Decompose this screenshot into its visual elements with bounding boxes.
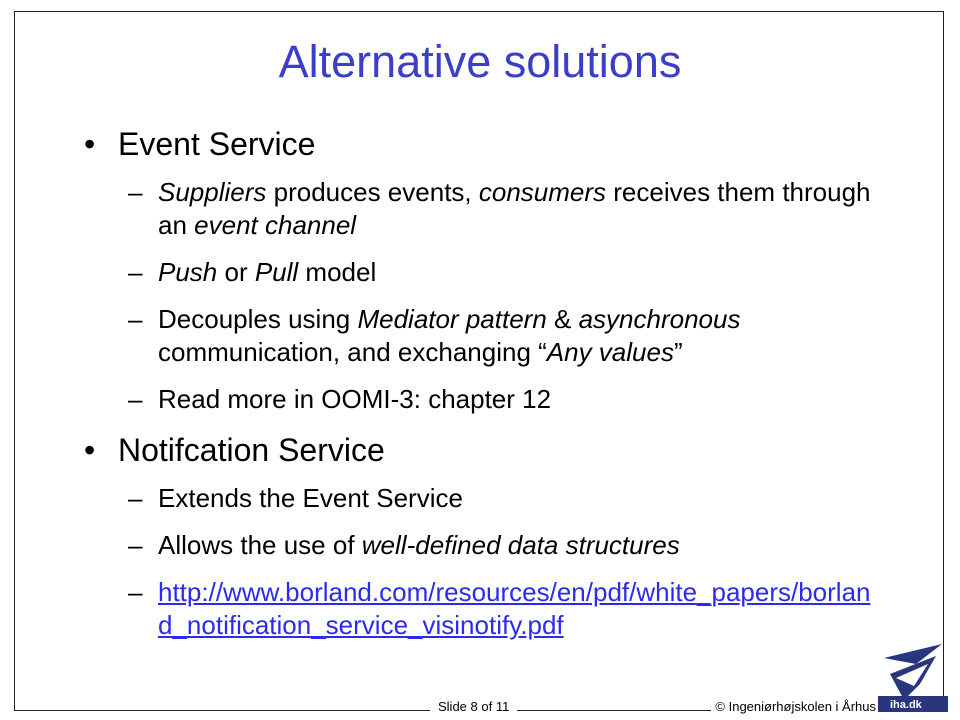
dash-icon: – [128, 577, 143, 607]
bullet-heading [84, 430, 884, 470]
sub-bullet [84, 482, 884, 515]
sub-bullet-text: ” [673, 337, 683, 367]
sub-bullet [84, 576, 884, 642]
dash-icon: – [128, 304, 143, 334]
sub-bullet-text: model [298, 257, 377, 287]
logo-text: iha.dk [884, 698, 928, 712]
slide-number: Slide 8 of 11 [430, 698, 517, 716]
dash-icon: – [128, 483, 143, 513]
sub-bullet-text: receives them through an [158, 177, 871, 240]
bullet-heading-text: Notifcation Service [118, 432, 385, 468]
bullet-heading-text: Event Service [118, 126, 316, 162]
emphasis-text: Any values [546, 337, 674, 367]
emphasis-text: event channel [194, 210, 357, 240]
bullet-heading [84, 124, 884, 164]
sub-bullet [84, 176, 884, 242]
sub-bullet-text: communication, and exchanging “ [158, 337, 547, 367]
slide-title: Alternative solutions [278, 36, 682, 87]
emphasis-text: consumers [478, 177, 607, 207]
emphasis-text: Pull [254, 257, 299, 287]
sub-bullet-text: Read more in OOMI-3: chapter 12 [158, 384, 552, 414]
sub-bullet [84, 303, 884, 369]
sub-bullet [84, 256, 884, 289]
sub-bullet [84, 383, 884, 416]
dash-icon: – [128, 177, 143, 207]
emphasis-text: well-defined data structures [361, 530, 680, 560]
emphasis-text: Mediator pattern [357, 304, 547, 334]
dash-icon: – [128, 530, 143, 560]
sub-bullet-text: Allows the use of [158, 530, 362, 560]
emphasis-text: Push [158, 257, 218, 287]
dash-icon: – [128, 384, 143, 414]
sub-bullet-text: or [217, 257, 255, 287]
emphasis-text: Suppliers [158, 177, 267, 207]
dash-icon: – [128, 257, 143, 287]
sub-bullet [84, 529, 884, 562]
copyright-text: © Ingeniørhøjskolen i Århus [711, 698, 880, 716]
whitepaper-link[interactable]: http://www.borland.com/resources/en/pdf/white_papers/borland_notification_service_visinotify.pdf [158, 577, 871, 640]
sub-bullet-text: & [546, 304, 579, 334]
emphasis-text: asynchronous [578, 304, 741, 334]
slide-content [84, 124, 884, 656]
sub-bullet-text: Extends the Event Service [158, 483, 463, 513]
sub-bullet-text: Decouples using [158, 304, 358, 334]
sub-bullet-text: produces events, [266, 177, 479, 207]
bullet-icon: • [84, 432, 96, 468]
bullet-icon: • [84, 126, 96, 162]
